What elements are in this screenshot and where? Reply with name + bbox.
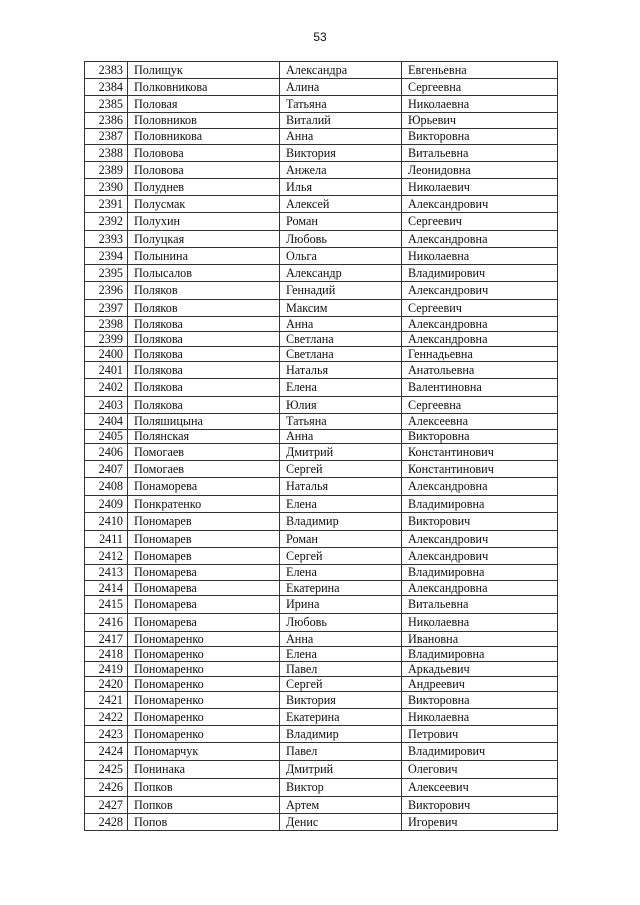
table-row bbox=[85, 430, 558, 444]
table-row bbox=[85, 96, 558, 113]
surname-cell: Полухин bbox=[128, 213, 280, 231]
name-cell: Дмитрий bbox=[280, 761, 402, 779]
row-number: 2401 bbox=[85, 362, 128, 379]
patronymic-cell: Владимировна bbox=[402, 647, 558, 662]
name-cell: Павел bbox=[280, 743, 402, 761]
patronymic-cell: Анатольевна bbox=[402, 362, 558, 379]
name-cell: Алексей bbox=[280, 196, 402, 213]
row-number: 2427 bbox=[85, 797, 128, 814]
surname-cell: Попков bbox=[128, 779, 280, 797]
surname-cell: Пономаренко bbox=[128, 692, 280, 709]
surname-cell: Полякова bbox=[128, 317, 280, 332]
surname-cell: Пономаренко bbox=[128, 677, 280, 692]
surname-cell: Полковникова bbox=[128, 79, 280, 96]
name-cell: Любовь bbox=[280, 614, 402, 632]
name-cell: Елена bbox=[280, 496, 402, 513]
registry-table-body bbox=[85, 62, 558, 831]
table-row bbox=[85, 79, 558, 96]
patronymic-cell: Сергеевна bbox=[402, 79, 558, 96]
patronymic-cell: Юрьевич bbox=[402, 113, 558, 129]
row-number: 2395 bbox=[85, 265, 128, 282]
name-cell: Елена bbox=[280, 565, 402, 581]
row-number: 2407 bbox=[85, 461, 128, 478]
patronymic-cell: Николаевна bbox=[402, 709, 558, 726]
table-row bbox=[85, 596, 558, 614]
table-row bbox=[85, 129, 558, 145]
patronymic-cell: Александрович bbox=[402, 282, 558, 300]
name-cell: Виктория bbox=[280, 692, 402, 709]
name-cell: Анжела bbox=[280, 162, 402, 179]
name-cell: Геннадий bbox=[280, 282, 402, 300]
row-number: 2408 bbox=[85, 478, 128, 496]
table-row bbox=[85, 162, 558, 179]
name-cell: Ольга bbox=[280, 248, 402, 265]
name-cell: Сергей bbox=[280, 461, 402, 478]
patronymic-cell: Евгеньевна bbox=[402, 62, 558, 79]
surname-cell: Понкратенко bbox=[128, 496, 280, 513]
table-row bbox=[85, 614, 558, 632]
table-row bbox=[85, 248, 558, 265]
name-cell: Анна bbox=[280, 129, 402, 145]
patronymic-cell: Андреевич bbox=[402, 677, 558, 692]
patronymic-cell: Владимировна bbox=[402, 565, 558, 581]
patronymic-cell: Константинович bbox=[402, 461, 558, 478]
row-number: 2397 bbox=[85, 300, 128, 317]
surname-cell: Полысалов bbox=[128, 265, 280, 282]
row-number: 2424 bbox=[85, 743, 128, 761]
name-cell: Наталья bbox=[280, 362, 402, 379]
surname-cell: Пономарчук bbox=[128, 743, 280, 761]
table-row bbox=[85, 743, 558, 761]
table-row bbox=[85, 317, 558, 332]
surname-cell: Пономаренко bbox=[128, 709, 280, 726]
row-number: 2394 bbox=[85, 248, 128, 265]
surname-cell: Пономаренко bbox=[128, 726, 280, 743]
row-number: 2384 bbox=[85, 79, 128, 96]
patronymic-cell: Владимирович bbox=[402, 743, 558, 761]
name-cell: Илья bbox=[280, 179, 402, 196]
surname-cell: Поляков bbox=[128, 300, 280, 317]
row-number: 2410 bbox=[85, 513, 128, 531]
row-number: 2421 bbox=[85, 692, 128, 709]
table-row bbox=[85, 362, 558, 379]
row-number: 2413 bbox=[85, 565, 128, 581]
row-number: 2423 bbox=[85, 726, 128, 743]
row-number: 2411 bbox=[85, 531, 128, 548]
row-number: 2393 bbox=[85, 231, 128, 248]
patronymic-cell: Александровна bbox=[402, 332, 558, 347]
table-row bbox=[85, 814, 558, 831]
table-row bbox=[85, 709, 558, 726]
table-row bbox=[85, 496, 558, 513]
table-row bbox=[85, 397, 558, 414]
table-row bbox=[85, 332, 558, 347]
patronymic-cell: Ивановна bbox=[402, 632, 558, 647]
table-row bbox=[85, 300, 558, 317]
name-cell: Александра bbox=[280, 62, 402, 79]
row-number: 2420 bbox=[85, 677, 128, 692]
patronymic-cell: Викторович bbox=[402, 513, 558, 531]
row-number: 2415 bbox=[85, 596, 128, 614]
surname-cell: Половова bbox=[128, 145, 280, 162]
name-cell: Алина bbox=[280, 79, 402, 96]
name-cell: Любовь bbox=[280, 231, 402, 248]
patronymic-cell: Константинович bbox=[402, 444, 558, 461]
row-number: 2403 bbox=[85, 397, 128, 414]
surname-cell: Полынина bbox=[128, 248, 280, 265]
name-cell: Анна bbox=[280, 632, 402, 647]
name-cell: Ирина bbox=[280, 596, 402, 614]
name-cell: Владимир bbox=[280, 726, 402, 743]
surname-cell: Пономаренко bbox=[128, 647, 280, 662]
patronymic-cell: Николаевна bbox=[402, 614, 558, 632]
patronymic-cell: Александрович bbox=[402, 531, 558, 548]
surname-cell: Поляков bbox=[128, 282, 280, 300]
surname-cell: Пономарев bbox=[128, 548, 280, 565]
row-number: 2405 bbox=[85, 430, 128, 444]
table-row bbox=[85, 647, 558, 662]
table-row bbox=[85, 196, 558, 213]
surname-cell: Полякова bbox=[128, 332, 280, 347]
patronymic-cell: Викторович bbox=[402, 797, 558, 814]
table-row bbox=[85, 513, 558, 531]
name-cell: Елена bbox=[280, 647, 402, 662]
name-cell: Виктор bbox=[280, 779, 402, 797]
name-cell: Виталий bbox=[280, 113, 402, 129]
table-row bbox=[85, 444, 558, 461]
name-cell: Дмитрий bbox=[280, 444, 402, 461]
table-row bbox=[85, 379, 558, 397]
surname-cell: Пономарев bbox=[128, 513, 280, 531]
row-number: 2417 bbox=[85, 632, 128, 647]
name-cell: Екатерина bbox=[280, 709, 402, 726]
table-row bbox=[85, 478, 558, 496]
row-number: 2409 bbox=[85, 496, 128, 513]
row-number: 2428 bbox=[85, 814, 128, 831]
table-row bbox=[85, 265, 558, 282]
name-cell: Татьяна bbox=[280, 96, 402, 113]
patronymic-cell: Леонидовна bbox=[402, 162, 558, 179]
name-cell: Екатерина bbox=[280, 581, 402, 596]
name-cell: Светлана bbox=[280, 347, 402, 362]
row-number: 2419 bbox=[85, 662, 128, 677]
name-cell: Владимир bbox=[280, 513, 402, 531]
surname-cell: Пономарева bbox=[128, 614, 280, 632]
surname-cell: Пономаренко bbox=[128, 662, 280, 677]
surname-cell: Пономарева bbox=[128, 596, 280, 614]
surname-cell: Поляшицына bbox=[128, 414, 280, 430]
surname-cell: Пономарева bbox=[128, 565, 280, 581]
patronymic-cell: Олегович bbox=[402, 761, 558, 779]
table-row bbox=[85, 282, 558, 300]
row-number: 2390 bbox=[85, 179, 128, 196]
name-cell: Юлия bbox=[280, 397, 402, 414]
name-cell: Артем bbox=[280, 797, 402, 814]
surname-cell: Полякова bbox=[128, 379, 280, 397]
surname-cell: Помогаев bbox=[128, 461, 280, 478]
surname-cell: Понинака bbox=[128, 761, 280, 779]
row-number: 2426 bbox=[85, 779, 128, 797]
table-row bbox=[85, 726, 558, 743]
registry-table bbox=[84, 61, 558, 831]
page-number: 53 bbox=[313, 30, 327, 44]
row-number: 2418 bbox=[85, 647, 128, 662]
surname-cell: Помогаев bbox=[128, 444, 280, 461]
table-row bbox=[85, 677, 558, 692]
name-cell: Татьяна bbox=[280, 414, 402, 430]
table-row bbox=[85, 347, 558, 362]
table-row bbox=[85, 632, 558, 647]
patronymic-cell: Владимирович bbox=[402, 265, 558, 282]
patronymic-cell: Владимировна bbox=[402, 496, 558, 513]
row-number: 2399 bbox=[85, 332, 128, 347]
row-number: 2406 bbox=[85, 444, 128, 461]
surname-cell: Половников bbox=[128, 113, 280, 129]
name-cell: Сергей bbox=[280, 677, 402, 692]
table-row bbox=[85, 461, 558, 478]
row-number: 2388 bbox=[85, 145, 128, 162]
patronymic-cell: Витальевна bbox=[402, 596, 558, 614]
patronymic-cell: Викторовна bbox=[402, 692, 558, 709]
name-cell: Роман bbox=[280, 213, 402, 231]
surname-cell: Полищук bbox=[128, 62, 280, 79]
name-cell: Елена bbox=[280, 379, 402, 397]
name-cell: Наталья bbox=[280, 478, 402, 496]
patronymic-cell: Николаевна bbox=[402, 96, 558, 113]
patronymic-cell: Петрович bbox=[402, 726, 558, 743]
surname-cell: Половая bbox=[128, 96, 280, 113]
row-number: 2402 bbox=[85, 379, 128, 397]
row-number: 2404 bbox=[85, 414, 128, 430]
patronymic-cell: Геннадьевна bbox=[402, 347, 558, 362]
patronymic-cell: Александрович bbox=[402, 196, 558, 213]
surname-cell: Пономаренко bbox=[128, 632, 280, 647]
table-row bbox=[85, 414, 558, 430]
name-cell: Сергей bbox=[280, 548, 402, 565]
surname-cell: Половова bbox=[128, 162, 280, 179]
row-number: 2392 bbox=[85, 213, 128, 231]
patronymic-cell: Игоревич bbox=[402, 814, 558, 831]
surname-cell: Попков bbox=[128, 797, 280, 814]
table-row bbox=[85, 662, 558, 677]
row-number: 2414 bbox=[85, 581, 128, 596]
table-row bbox=[85, 761, 558, 779]
patronymic-cell: Алексеевна bbox=[402, 414, 558, 430]
name-cell: Роман bbox=[280, 531, 402, 548]
surname-cell: Полусмак bbox=[128, 196, 280, 213]
name-cell: Александр bbox=[280, 265, 402, 282]
surname-cell: Полякова bbox=[128, 362, 280, 379]
table-row bbox=[85, 531, 558, 548]
row-number: 2412 bbox=[85, 548, 128, 565]
row-number: 2389 bbox=[85, 162, 128, 179]
patronymic-cell: Николаевна bbox=[402, 248, 558, 265]
name-cell: Максим bbox=[280, 300, 402, 317]
patronymic-cell: Валентиновна bbox=[402, 379, 558, 397]
table-row bbox=[85, 145, 558, 162]
table-row bbox=[85, 779, 558, 797]
table-row bbox=[85, 692, 558, 709]
name-cell: Анна bbox=[280, 430, 402, 444]
patronymic-cell: Сергеевна bbox=[402, 397, 558, 414]
patronymic-cell: Николаевич bbox=[402, 179, 558, 196]
patronymic-cell: Аркадьевич bbox=[402, 662, 558, 677]
row-number: 2385 bbox=[85, 96, 128, 113]
row-number: 2416 bbox=[85, 614, 128, 632]
table-row bbox=[85, 179, 558, 196]
surname-cell: Полянская bbox=[128, 430, 280, 444]
table-row bbox=[85, 548, 558, 565]
table-row bbox=[85, 113, 558, 129]
name-cell: Денис bbox=[280, 814, 402, 831]
row-number: 2383 bbox=[85, 62, 128, 79]
name-cell: Павел bbox=[280, 662, 402, 677]
row-number: 2422 bbox=[85, 709, 128, 726]
surname-cell: Попов bbox=[128, 814, 280, 831]
surname-cell: Полякова bbox=[128, 397, 280, 414]
surname-cell: Пономарева bbox=[128, 581, 280, 596]
patronymic-cell: Сергеевич bbox=[402, 213, 558, 231]
table-row bbox=[85, 231, 558, 248]
row-number: 2425 bbox=[85, 761, 128, 779]
row-number: 2400 bbox=[85, 347, 128, 362]
patronymic-cell: Витальевна bbox=[402, 145, 558, 162]
patronymic-cell: Александровна bbox=[402, 478, 558, 496]
patronymic-cell: Александровна bbox=[402, 581, 558, 596]
table-row bbox=[85, 581, 558, 596]
table-row bbox=[85, 565, 558, 581]
row-number: 2396 bbox=[85, 282, 128, 300]
surname-cell: Пономарев bbox=[128, 531, 280, 548]
surname-cell: Половникова bbox=[128, 129, 280, 145]
name-cell: Анна bbox=[280, 317, 402, 332]
table-row bbox=[85, 62, 558, 79]
table-row bbox=[85, 797, 558, 814]
name-cell: Светлана bbox=[280, 332, 402, 347]
row-number: 2398 bbox=[85, 317, 128, 332]
row-number: 2387 bbox=[85, 129, 128, 145]
surname-cell: Понаморева bbox=[128, 478, 280, 496]
patronymic-cell: Сергеевич bbox=[402, 300, 558, 317]
patronymic-cell: Викторовна bbox=[402, 129, 558, 145]
patronymic-cell: Алексеевич bbox=[402, 779, 558, 797]
row-number: 2386 bbox=[85, 113, 128, 129]
surname-cell: Полуцкая bbox=[128, 231, 280, 248]
surname-cell: Полуднев bbox=[128, 179, 280, 196]
patronymic-cell: Александровна bbox=[402, 231, 558, 248]
name-cell: Виктория bbox=[280, 145, 402, 162]
row-number: 2391 bbox=[85, 196, 128, 213]
patronymic-cell: Александрович bbox=[402, 548, 558, 565]
patronymic-cell: Александровна bbox=[402, 317, 558, 332]
patronymic-cell: Викторовна bbox=[402, 430, 558, 444]
surname-cell: Полякова bbox=[128, 347, 280, 362]
table-row bbox=[85, 213, 558, 231]
